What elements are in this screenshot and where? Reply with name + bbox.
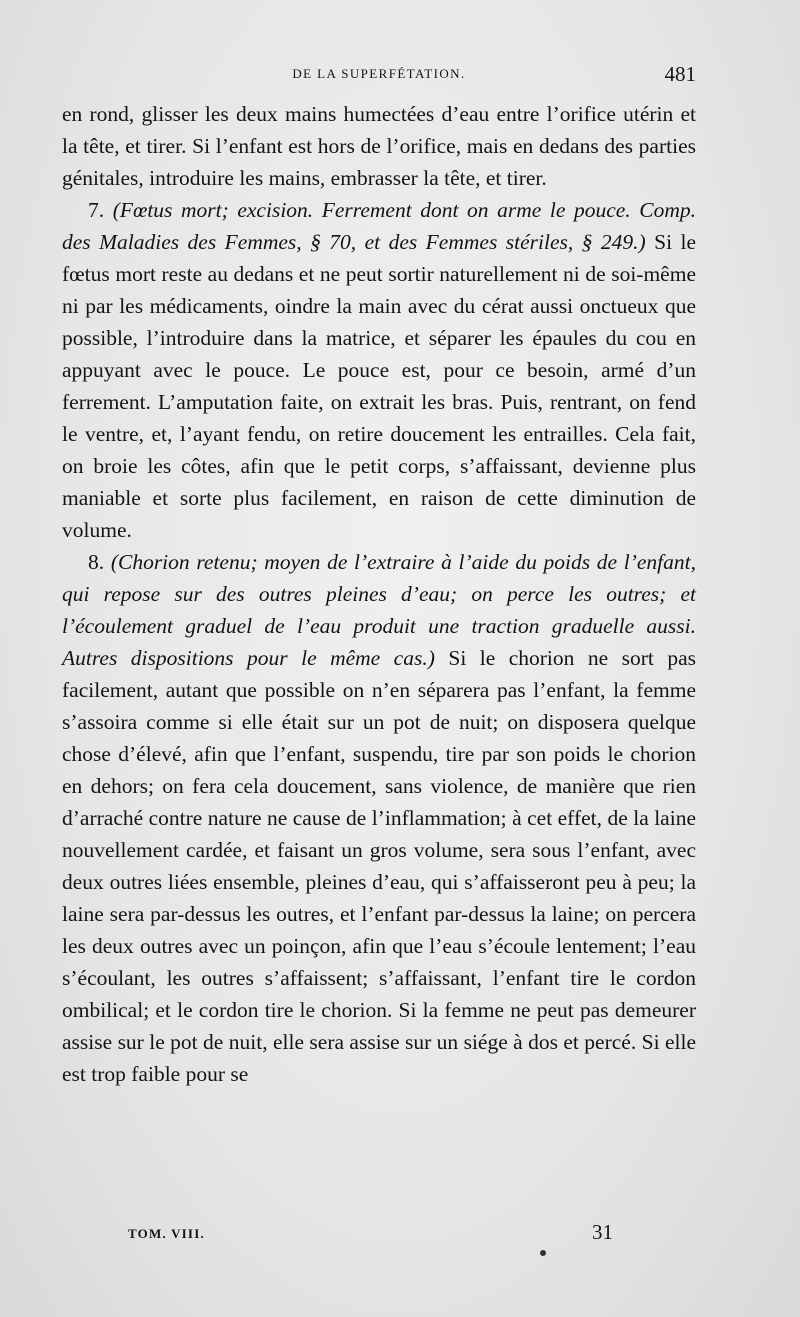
page-number: 481	[664, 62, 696, 86]
paragraph-8	[62, 546, 696, 1090]
paragraph-text: en rond, glisser les deux mains humectées d’eau entre l’orifice utérin et la tête, et tirer. Si l’enfant est hors de l’orifice, mais en dedans des parties génitales, introduire les mains, embrasser la tête, et tirer.	[62, 102, 696, 190]
paragraph-7	[62, 194, 696, 546]
body-text	[62, 98, 696, 1090]
running-title: DE LA SUPERFÉTATION.	[292, 66, 466, 81]
paragraph-number: 7.	[88, 198, 105, 222]
paragraph-sidenote: (Fœtus mort; excision. Ferrement dont on arme le pouce. Comp. des Maladies des Femmes, § 70, et des Femmes stériles, § 249.)	[62, 198, 696, 254]
paragraph-continuation	[62, 98, 696, 194]
volume-signature: TOM. VIII.	[128, 1226, 205, 1241]
ink-speck	[540, 1250, 546, 1256]
sheet-number: 31	[592, 1220, 613, 1244]
page-footer	[62, 1222, 696, 1252]
paragraph-text: Si le fœtus mort reste au dedans et ne peut sortir naturellement ni de soi-même ni par les médicaments, oindre la main avec du cérat aussi onctueux que possible, l’introduire dans la matrice, et séparer les épaules du cou en appuyant avec le pouce. Le pouce est, pour ce besoin, armé d’un ferrement. L’amputation faite, on extrait les bras. Puis, rentrant, on fend le ventre, et, l’ayant fendu, on retire doucement les entrailles. Cela fait, on broie les côtes, afin que le petit corps, s’affaissant, devienne plus maniable et sorte plus facilement, en raison de cette diminution de volume.	[62, 230, 697, 542]
paragraph-number: 8.	[88, 550, 105, 574]
paragraph-text: Si le chorion ne sort pas facilement, autant que possible on n’en séparera pas l’enfant, la femme s’assoira comme si elle était sur un pot de nuit; on disposera quelque chose d’élevé, afin que l’enfant, suspendu, tire par son poids le chorion en dehors; on fera cela doucement, sans violence, de manière que rien d’arraché contre nature ne cause de l’inflammation; à cet effet, de la laine nouvellement cardée, et faisant un gros volume, sera sous l’enfant, avec deux outres liées ensemble, pleines d’eau, qui s’affaisseront peu à peu; la laine sera par-dessus les outres, et l’enfant par-dessus la laine; on percera les deux outres avec un poinçon, afin que l’eau s’écoule lentement; l’eau s’écoulant, les outres s’affaissent; s’affaissant, l’enfant tire le cordon ombilical; et le cordon tire le chorion. Si la femme ne peut pas demeurer assise sur le pot de nuit, elle sera assise sur un siége à dos et percé. Si elle est trop faible pour se	[62, 646, 697, 1086]
running-head	[62, 64, 696, 90]
paragraph-sidenote: (Chorion retenu; moyen de l’extraire à l’aide du poids de l’enfant, qui repose sur des outres pleines d’eau; on perce les outres; et l’écoulement graduel de l’eau produit une traction graduelle aussi. Autres dispositions pour le même cas.)	[62, 550, 697, 670]
